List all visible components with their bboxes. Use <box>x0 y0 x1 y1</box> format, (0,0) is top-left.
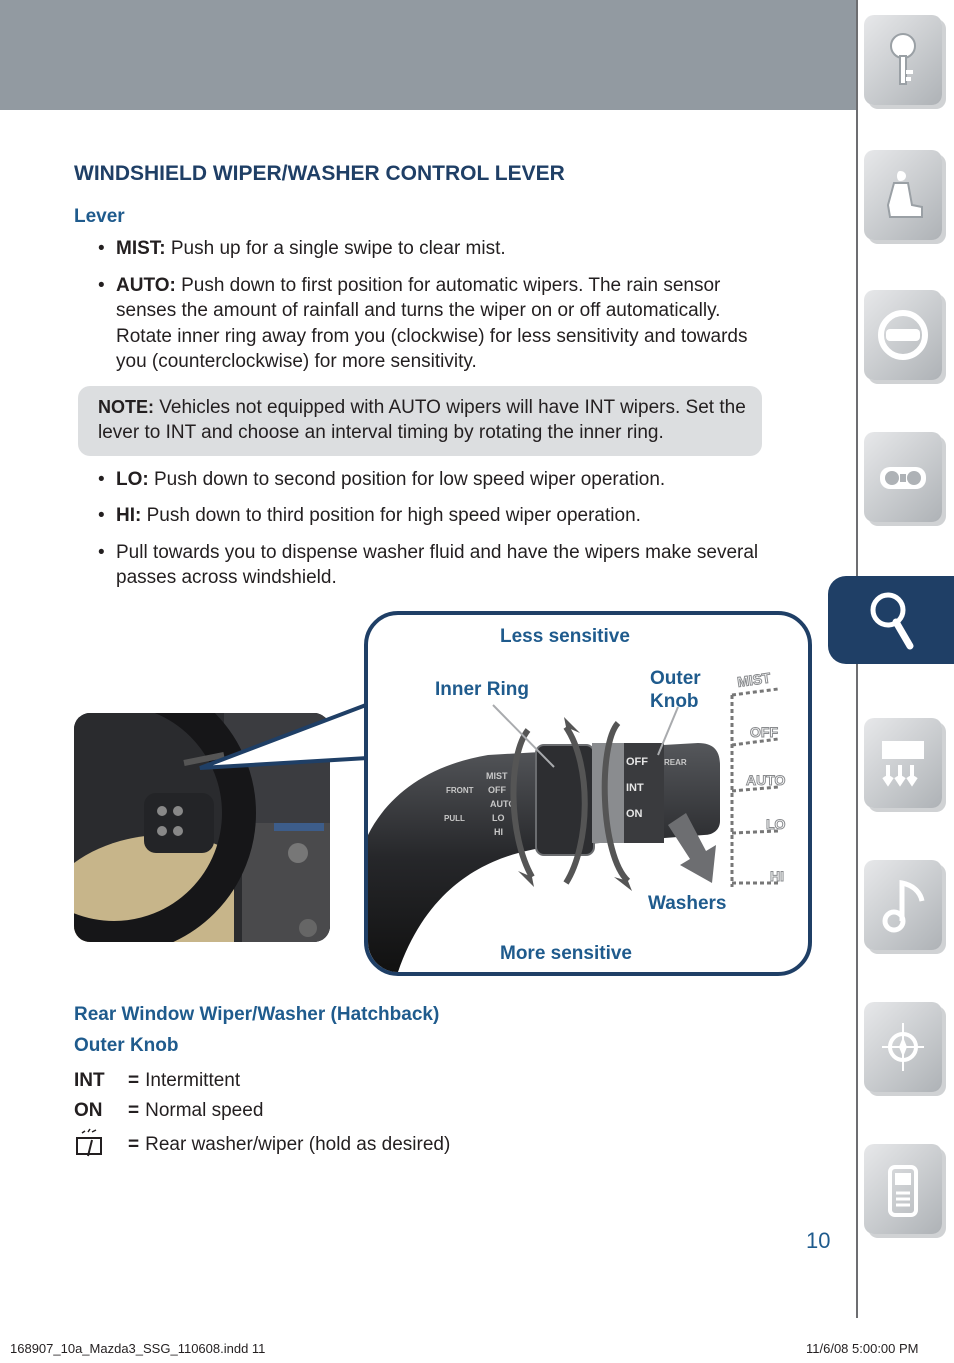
position-label-lo: LO <box>766 816 786 832</box>
rear-heading: Rear Window Wiper/Washer (Hatchback) <box>74 1004 440 1025</box>
tab-seat[interactable] <box>864 150 942 240</box>
outer-knob-label: Outer Knob <box>650 668 701 712</box>
knob-label-rear: REAR <box>664 758 687 767</box>
tab-navigation[interactable] <box>864 1002 942 1092</box>
more-sensitive-label: More sensitive <box>500 943 632 964</box>
tab-features[interactable] <box>828 576 954 664</box>
tab-steering[interactable] <box>864 290 942 380</box>
chapter-tabs <box>858 0 954 1318</box>
rear-washer-icon <box>74 1128 106 1158</box>
lever-label-off: OFF <box>488 785 506 795</box>
list-item: • Pull towards you to dispense washer fluid and have the wipers make several passes across windshield. <box>96 540 776 591</box>
lever-label-hi: HI <box>494 827 503 837</box>
knob-label-int: INT <box>626 782 644 794</box>
instrument-cluster-icon <box>878 447 928 507</box>
definition-row: INT = Intermittent <box>74 1070 241 1091</box>
list-item: • AUTO: Push down to first position for automatic wipers. The rain sensor senses the amount of rainfall and turns the wiper on or off automatically. Rotate inner ring away from you (clockwise) for less sensitivity and towards you (counterclockwise) for more sensitivity. <box>96 273 776 375</box>
definition-row: = Rear washer/wiper (hold as desired) <box>74 1128 450 1158</box>
less-sensitive-label: Less sensitive <box>500 626 630 647</box>
page-title: WINDSHIELD WIPER/WASHER CONTROL LEVER <box>74 162 565 185</box>
lever-bullets <box>96 236 776 602</box>
tab-instruments[interactable] <box>864 432 942 522</box>
lever-label-mist: MIST <box>486 771 508 781</box>
key-icon <box>878 30 928 90</box>
steering-wheel-icon <box>878 305 928 365</box>
lever-illustration <box>368 615 808 972</box>
lever-label-front: FRONT <box>446 786 474 795</box>
list-item: • HI: Push down to third position for high speed wiper operation. <box>96 503 776 529</box>
steering-wheel-photo <box>74 713 330 942</box>
magnifier-icon <box>866 590 916 650</box>
tab-phone[interactable] <box>864 1144 942 1234</box>
seat-icon <box>878 165 928 225</box>
definition-row: ON = Normal speed <box>74 1100 264 1121</box>
inner-ring-label: Inner Ring <box>435 679 529 700</box>
tab-key[interactable] <box>864 15 942 105</box>
lever-diagram <box>364 611 812 976</box>
climate-control-icon <box>878 733 928 793</box>
music-note-icon <box>878 875 928 935</box>
footer-timestamp: 11/6/08 5:00:00 PM <box>806 1341 919 1356</box>
header-band <box>0 0 857 110</box>
lever-heading: Lever <box>74 206 125 227</box>
phone-icon <box>878 1159 928 1219</box>
position-label-auto: AUTO <box>746 772 786 788</box>
knob-label-on: ON <box>626 808 643 820</box>
lever-label-lo: LO <box>492 813 505 823</box>
position-label-mist: MIST <box>736 669 772 690</box>
lever-label-pull: PULL <box>444 814 465 823</box>
list-item: • LO: Push down to second position for low speed wiper operation. <box>96 467 776 493</box>
position-label-off: OFF <box>750 724 778 740</box>
lever-label-auto: AUTO <box>490 799 516 809</box>
page-number: 10 <box>806 1228 831 1253</box>
tab-climate[interactable] <box>864 718 942 808</box>
outer-knob-heading: Outer Knob <box>74 1035 179 1056</box>
note-box: NOTE: Vehicles not equipped with AUTO wipers will have INT wipers. Set the lever to INT and choose an interval timing by rotating the inner ring. <box>78 386 762 456</box>
compass-icon <box>878 1017 928 1077</box>
list-item: • MIST: Push up for a single swipe to clear mist. <box>96 236 776 262</box>
washers-label: Washers <box>648 893 727 914</box>
position-label-hi: HI <box>770 868 784 884</box>
knob-label-off: OFF <box>626 756 648 768</box>
tab-audio[interactable] <box>864 860 942 950</box>
footer-file: 168907_10a_Mazda3_SSG_110608.indd 11 <box>10 1341 266 1356</box>
